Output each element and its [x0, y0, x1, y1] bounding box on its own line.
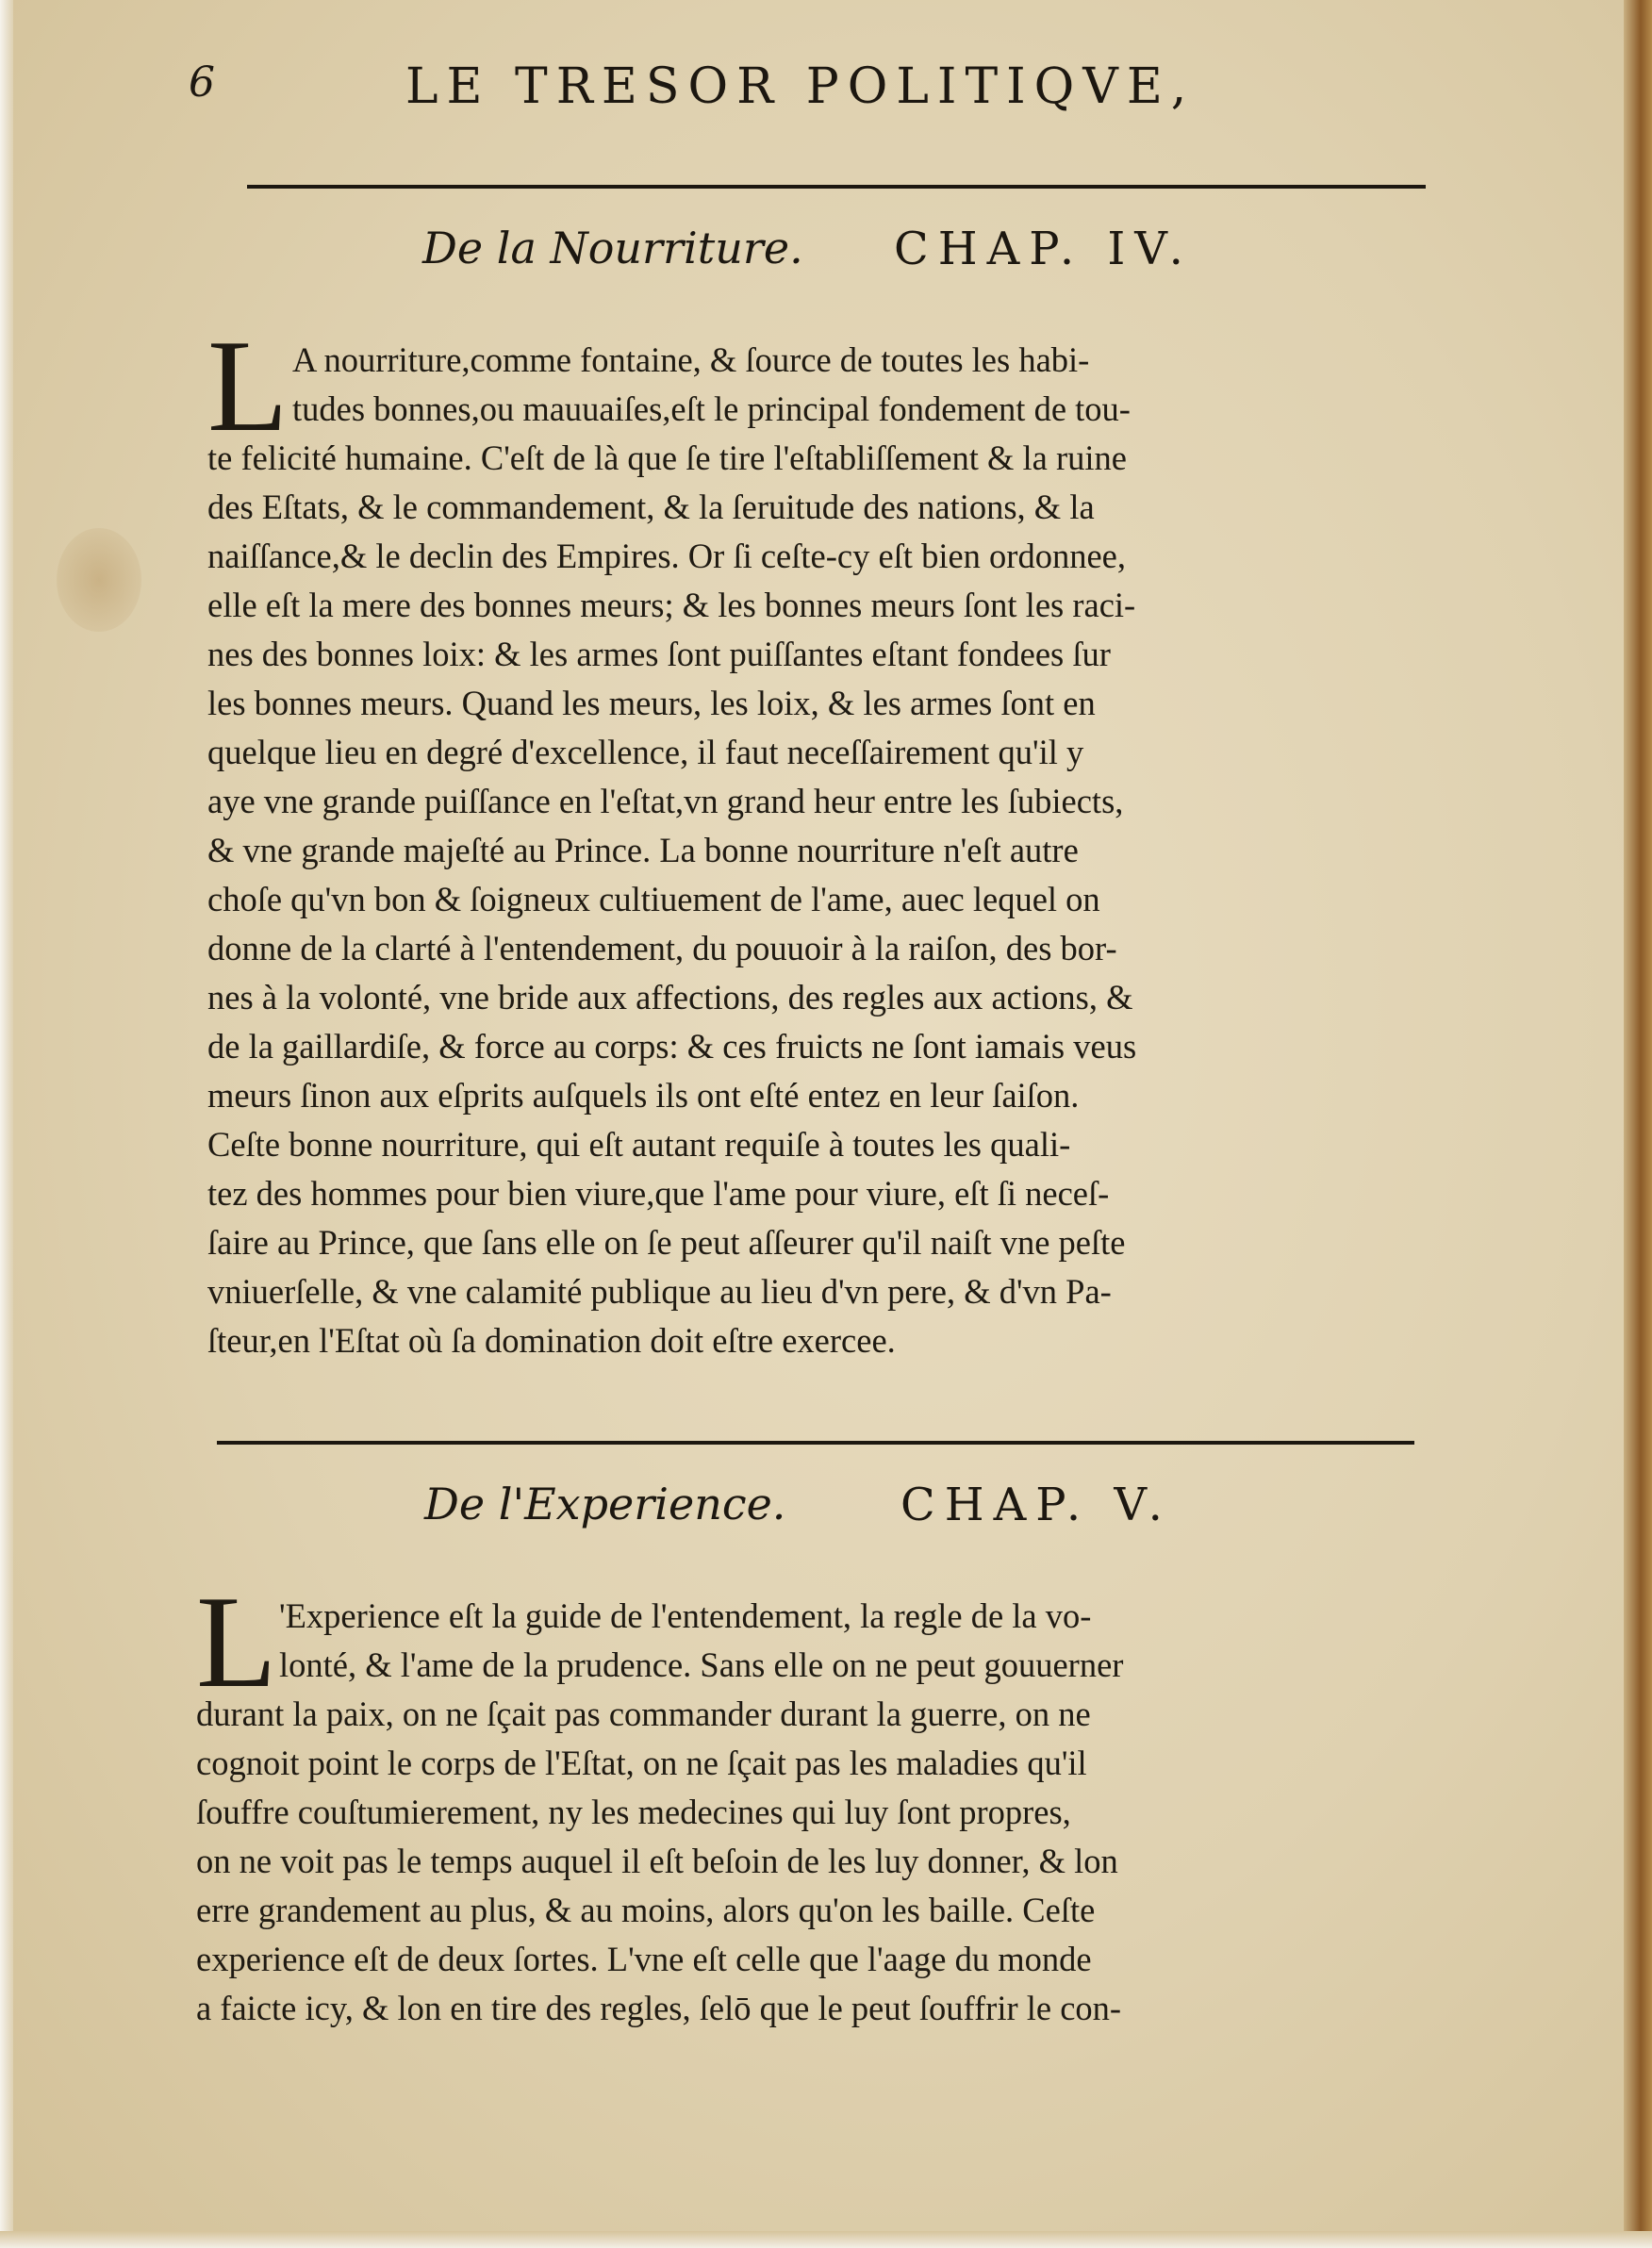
text-line: les bonnes meurs. Quand les meurs, les loix, & les armes ſont en [207, 684, 1096, 722]
text-line: erre grandement au plus, & au moins, alors qu'on les baille. Ceſte [196, 1891, 1096, 1929]
chapter-v-body [196, 1592, 1431, 2033]
text-line: a faicte icy, & lon en tire des regles, ſelō que le peut ſouffrir le con- [196, 1989, 1122, 2027]
text-line: experience eſt de deux ſortes. L'vne eſt celle que l'aage du monde [196, 1940, 1092, 1978]
text-line: tudes bonnes,ou mauuaiſes,eſt le principal fondement de tou- [292, 389, 1131, 428]
text-line: des Eſtats, & le commandement, & la ſeruitude des nations, & la [207, 488, 1095, 526]
paper-stain [57, 528, 141, 632]
chapter-iv-rule [247, 185, 1426, 189]
page-number: 6 [189, 58, 215, 107]
text-line: on ne voit pas le temps auquel il eſt beſoin de les luy donner, & lon [196, 1842, 1118, 1880]
chapter-v-number: CHAP. V. [900, 1479, 1172, 1531]
text-line: cognoit point le corps de l'Eſtat, on ne ſçait pas les maladies qu'il [196, 1744, 1087, 1782]
chapter-v-heading [424, 1479, 1273, 1545]
chapter-iv-drop-cap: L [207, 313, 289, 459]
text-line: nes à la volonté, vne bride aux affections, des regles aux actions, & [207, 978, 1133, 1017]
text-line: ſaire au Prince, que ſans elle on ſe peut aſſeurer qu'il naiſt vne peſte [207, 1223, 1126, 1262]
text-line: naiſſance,& le declin des Empires. Or ſi ceſte-cy eſt bien ordonnee, [207, 537, 1126, 575]
chapter-v-subject: De l'Experience. [424, 1479, 786, 1529]
text-line: lonté, & l'ame de la prudence. Sans elle on ne peut gouuerner [279, 1645, 1124, 1684]
chapter-v-drop-cap: L [196, 1569, 277, 1715]
text-line: aye vne grande puiſſance en l'eſtat,vn grand heur entre les ſubiects, [207, 782, 1124, 820]
text-line: Ceſte bonne nourriture, qui eſt autant requiſe à toutes les quali- [207, 1125, 1071, 1164]
text-line: nes des bonnes loix: & les armes ſont puiſſantes eſtant fondees ſur [207, 635, 1111, 673]
chapter-iv-number: CHAP. IV. [894, 223, 1193, 275]
text-line: meurs ſinon aux eſprits auſquels ils ont eſté entez en leur ſaiſon. [207, 1076, 1080, 1115]
text-line: tez des hommes pour bien viure,que l'ame pour viure, eſt ſi neceſ- [207, 1174, 1110, 1213]
text-line: vniuerſelle, & vne calamité publique au lieu d'vn pere, & d'vn Pa- [207, 1272, 1112, 1311]
text-line: ſteur,en l'Eſtat où ſa domination doit eſtre exercee. [207, 1321, 896, 1360]
text-line: ſouffre couſtumierement, ny les medecines qui luy ſont propres, [196, 1793, 1071, 1831]
running-head [189, 58, 1509, 115]
text-line: de la gaillardiſe, & force au corps: & ces fruicts ne ſont iamais veus [207, 1027, 1137, 1066]
text-line: choſe qu'vn bon & ſoigneux cultiuement de l'ame, auec lequel on [207, 880, 1100, 918]
text-line: A nourriture,comme fontaine, & ſource de toutes les habi- [292, 340, 1090, 379]
chapter-v-rule [217, 1441, 1414, 1445]
page-gutter-edge [1624, 0, 1652, 2248]
text-line: & vne grande majeſté au Prince. La bonne nourriture n'eſt autre [207, 831, 1079, 869]
book-title: LE TRESOR POLITIQVE, [405, 58, 1196, 115]
chapter-iv-heading [422, 223, 1271, 289]
text-line: 'Experience eſt la guide de l'entendement, la regle de la vo- [279, 1596, 1092, 1635]
text-line: te felicité humaine. C'eſt de là que ſe tire l'eſtabliſſement & la ruine [207, 438, 1127, 477]
text-line: quelque lieu en degré d'excellence, il faut neceſſairement qu'il y [207, 733, 1084, 771]
chapter-iv-body [207, 336, 1433, 1365]
text-line: durant la paix, on ne ſçait pas commander durant la guerre, on ne [196, 1694, 1091, 1733]
page-bottom-edge [0, 2231, 1652, 2248]
page-left-edge [0, 0, 13, 2248]
text-line: elle eſt la mere des bonnes meurs; & les bonnes meurs ſont les raci- [207, 586, 1136, 624]
chapter-iv-subject: De la Nourriture. [422, 223, 803, 273]
text-line: donne de la clarté à l'entendement, du pouuoir à la raiſon, des bor- [207, 929, 1117, 967]
